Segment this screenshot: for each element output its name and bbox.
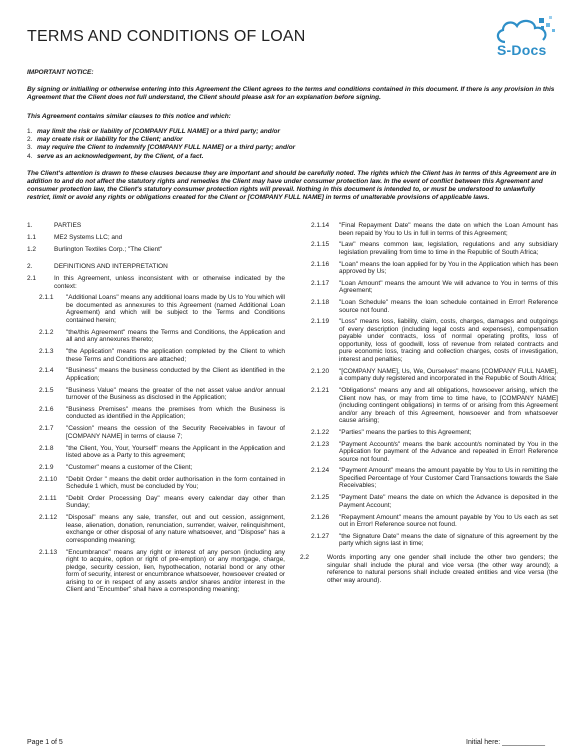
clause-number: 2.1.15 [311,241,330,249]
clause-text: "Business Value" means the greater of the net asset value and/or annual turnover of the Business as disclosed in the Application; [66,386,285,402]
clause-number: 2.1.9 [39,463,54,471]
clause-number: 2.1.23 [311,440,330,448]
clause-row [300,441,558,464]
clause-number: 2.1.8 [39,444,54,452]
clause-number: 2.1.12 [39,514,58,522]
clause-number: 2.2 [300,554,310,562]
clause-text: "Loan Amount" means the amount We will advance to You in terms of this Agreement; [339,279,558,295]
clause-row [27,445,285,460]
notice-paragraph: The Client's attention is drawn to these clauses because they are important and should be carefully noted. The rights which the Client has in terms of this Agreement are in addition to and do not affect the statutory rights and remedies the Client may have under consumer protection law. In the event of conflict between this Agreement and consumer protection law, the Client's statutory consumer protection rights will prevail. Nothing in this document is intended to, or must be understood to unlawfully restrict, limit or avoid any rights or obligations created for the Client or [COMPANY FULL NAME] in terms of unalterable provisions of applicable laws. [27,170,557,201]
right-column [300,222,558,588]
clause-row [27,348,285,363]
clause-number: 2.1.7 [39,425,54,433]
clause-text: "Disposal" means any sale, transfer, out and out cession, assignment, lease, alienation, donation, renunciation, surrender, waiver, relinquishment, exchange or other disposal of any nature whatsoever, and "Dispose" has a corresponding meaning; [66,514,285,544]
clause-number: 2.1.2 [39,328,54,336]
clause-number: 2.1.5 [39,386,54,394]
clause-text: "Obligations" means any and all obligations, howsoever arising, which the Client now has, or may from time to time have, to [COMPANY NAME] (including contingent obligations) in terms of or arising from this Agreement and/or any breach of this Agreement, howsoever and from whatsoever cause arising; [339,387,558,425]
list-text: serve as an acknowledgement, by the Client, of a fact. [37,152,204,160]
clause-text: "the Signature Date" means the date of signature of this agreement by the party which signs last in time; [339,532,558,548]
list-text: may require the Client to indemnify [COMPANY FULL NAME] or a third party; and/or [37,144,296,152]
clause-number: 1.1 [27,233,37,241]
clause-row [27,387,285,402]
logo-text: S-Docs [497,42,547,58]
clause-row [300,241,558,256]
notice-clause-list [27,128,547,161]
notice-paragraph: This Agreement contains similar clauses to this notice and which: [27,113,231,120]
list-number: 1. [27,128,33,135]
clause-text: ME2 Systems LLC; and [54,233,123,241]
clause-text: Words importing any one gender shall include the other two genders; the singular shall include the plural and vice versa (the other way around); a reference to natural persons shall include created entities and vice versa (the other way around). [327,554,558,584]
clause-text: "Debit Order " means the debit order authorisation in the form contained in Schedule 1 which, must be concluded by You; [66,475,285,491]
list-item [27,128,547,136]
clause-row [27,294,285,324]
clause-text: "Parties" means the parties to this Agreement; [339,428,472,436]
clause-text: "Debit Order Processing Day" means every calendar day other than Sunday; [66,494,285,510]
clause-number: 2.1.19 [311,318,330,326]
page-title: TERMS AND CONDITIONS OF LOAN [27,28,306,45]
clause-text: PARTIES [54,222,82,229]
clause-row [300,514,558,529]
clause-row [300,533,558,548]
clause-text: "[COMPANY NAME], Us, We, Ourselves" means [COMPANY FULL NAME], a company duly registered and incorporated in the Republic of South Africa; [339,367,558,383]
clause-number: 2. [27,263,33,271]
clause-text: In this Agreement, unless inconsistent with or otherwise indicated by the context: [54,275,285,290]
clause-number: 2.1.1 [39,294,54,302]
page-number: Page 1 of 5 [27,739,63,746]
clause-text: "Additional Loans" means any additional loans made by Us to You which will be documented as annexures to this Agreement (named Additional Loan Agreement) and which will be subject to the Terms and Conditions contained herein; [66,294,285,324]
clause-row [300,318,558,363]
clause-number: 2.1.17 [311,279,330,287]
clause-row [300,494,558,509]
clause-row [300,467,558,490]
notice-paragraph: By signing or initialling or otherwise entering into this Agreement the Client agrees to the terms and conditions contained in this document. If there is any provision in this Agreement that the Client does not full understand, the Client should please ask for an explanation before signing. [27,86,555,101]
clause-number: 2.1.13 [39,548,58,556]
initial-field[interactable]: Initial here: ___________ [466,739,546,746]
notice-heading: IMPORTANT NOTICE: [27,69,94,76]
clause-row [300,387,558,425]
list-number: 2. [27,136,33,144]
clause-number: 2.1 [27,275,37,283]
list-item [27,136,547,144]
list-item [27,153,547,161]
clause-text: "Payment Date" means the date on which the Advance is deposited in the Payment Account; [339,494,558,509]
clause-text: "the Client, You, Your, Yourself" means the Applicant in the Application and listed above as a Party to this agreement; [66,444,285,460]
clause-number: 2.1.6 [39,405,54,413]
clause-number: 2.1.27 [311,532,330,540]
list-item [27,144,547,152]
clause-row [27,234,285,242]
clause-number: 2.1.11 [39,494,57,502]
clause-number: 2.1.25 [311,494,330,502]
clause-text: "Repayment Amount" means the amount payable by You to Us each as set out in Error! Reference source not found. [339,513,558,529]
clause-row [300,554,558,584]
clause-text: "Loan" means the loan applied for by You in the Application which has been approved by Us; [339,260,558,276]
clause-row [27,425,285,440]
clause-text: Burlington Textiles Corp.; "The Client" [54,245,163,253]
clause-text: "Law" means common law, legislation, regulations and any subsidiary legislation prevailing from time to time in the Republic of South Africa; [339,241,558,256]
clause-text: "Loss" means loss, liability, claim, costs, charges, damages and outgoings of every description (including legal costs and expenses), compensation payable under contracts, loss of normal operating profits, loss of opportunity, loss of goodwill, loss of revenue from related contracts and pure economic loss, tracing and collection charges, costs of investigation, interest and penalties; [339,318,558,363]
clause-text: "the Application" means the application completed by the Client to which these Terms and Conditions are attached; [66,348,285,363]
clause-text: "Final Repayment Date" means the date on which the Loan Amount has been repaid by You to Us in full in terms of this Agreement; [339,222,558,237]
clause-row [27,406,285,421]
clause-number: 2.1.18 [311,299,330,307]
clause-number: 2.1.26 [311,513,330,521]
clause-row [27,495,285,510]
left-column [27,222,285,598]
clause-row [27,263,285,271]
clause-number: 2.1.22 [311,428,330,436]
clause-text: "Payment Account/s" means the bank account/s nominated by You in the Application for payment of the Advance and repeated in Error! Reference source not found. [339,440,558,463]
clause-row [300,222,558,237]
list-text: may create risk or liability for the Client; and/or [37,136,183,144]
clause-text: "Cession" means the cession of the Security Receivables in favour of [COMPANY NAME] in terms of clause 7; [66,425,285,440]
clause-number: 2.1.14 [311,222,330,229]
clause-row [27,367,285,382]
clause-row [300,280,558,295]
clause-row [300,299,558,314]
clause-text: "the/this Agreement" means the Terms and Conditions, the Application and all and any annexures thereto; [66,328,285,344]
clause-number: 2.1.10 [39,475,58,483]
clause-row [27,275,285,290]
clause-row [27,329,285,344]
clause-row [27,549,285,594]
list-number: 3. [27,144,33,152]
clause-text: "Payment Amount" means the amount payable by You to Us in remitting the Specified Percentage of Your Customer Card Transactions towards the Sale Receivables; [339,467,558,490]
clause-row [300,429,558,437]
clause-row [27,222,285,230]
clause-row [27,514,285,544]
clause-row [300,261,558,276]
clause-number: 1. [27,222,33,229]
clause-text: "Business" means the business conducted by the Client as identified in the Application; [66,367,285,382]
clause-number: 2.1.24 [311,467,330,475]
clause-text: "Loan Schedule" means the loan schedule contained in Error! Reference source not found. [339,299,558,314]
clause-text: "Business Premises" means the premises from which the Business is conducted as identified in the Application; [66,405,285,421]
clause-text: "Customer" means a customer of the Client; [66,463,193,471]
list-text: may limit the risk or liability of [COMPANY FULL NAME] or a third party; and/or [37,128,281,135]
clause-row [27,246,285,254]
clause-text: DEFINITIONS AND INTERPRETATION [54,263,168,271]
clause-number: 2.1.21 [311,387,330,395]
clause-row [27,464,285,472]
clause-number: 1.2 [27,245,37,253]
list-number: 4. [27,152,33,160]
clause-text: "Encumbrance" means any right or interest of any person (including any right to acquire, option or right of pre-emption) or any mortgage, charge, pledge, security cession, lien, hypothecation, notarial bond or any other form of security, interest or encumbrance whatsoever, howsoever created or arising to or in respect of any assets and/or shares and/or interest in the Client and "Encumber" shall have a corresponding meaning; [66,548,285,594]
clause-number: 2.1.16 [311,260,330,268]
clause-row [27,476,285,491]
clause-number: 2.1.4 [39,367,54,375]
clause-row [300,368,558,383]
clause-number: 2.1.20 [311,367,330,375]
clause-number: 2.1.3 [39,348,54,356]
